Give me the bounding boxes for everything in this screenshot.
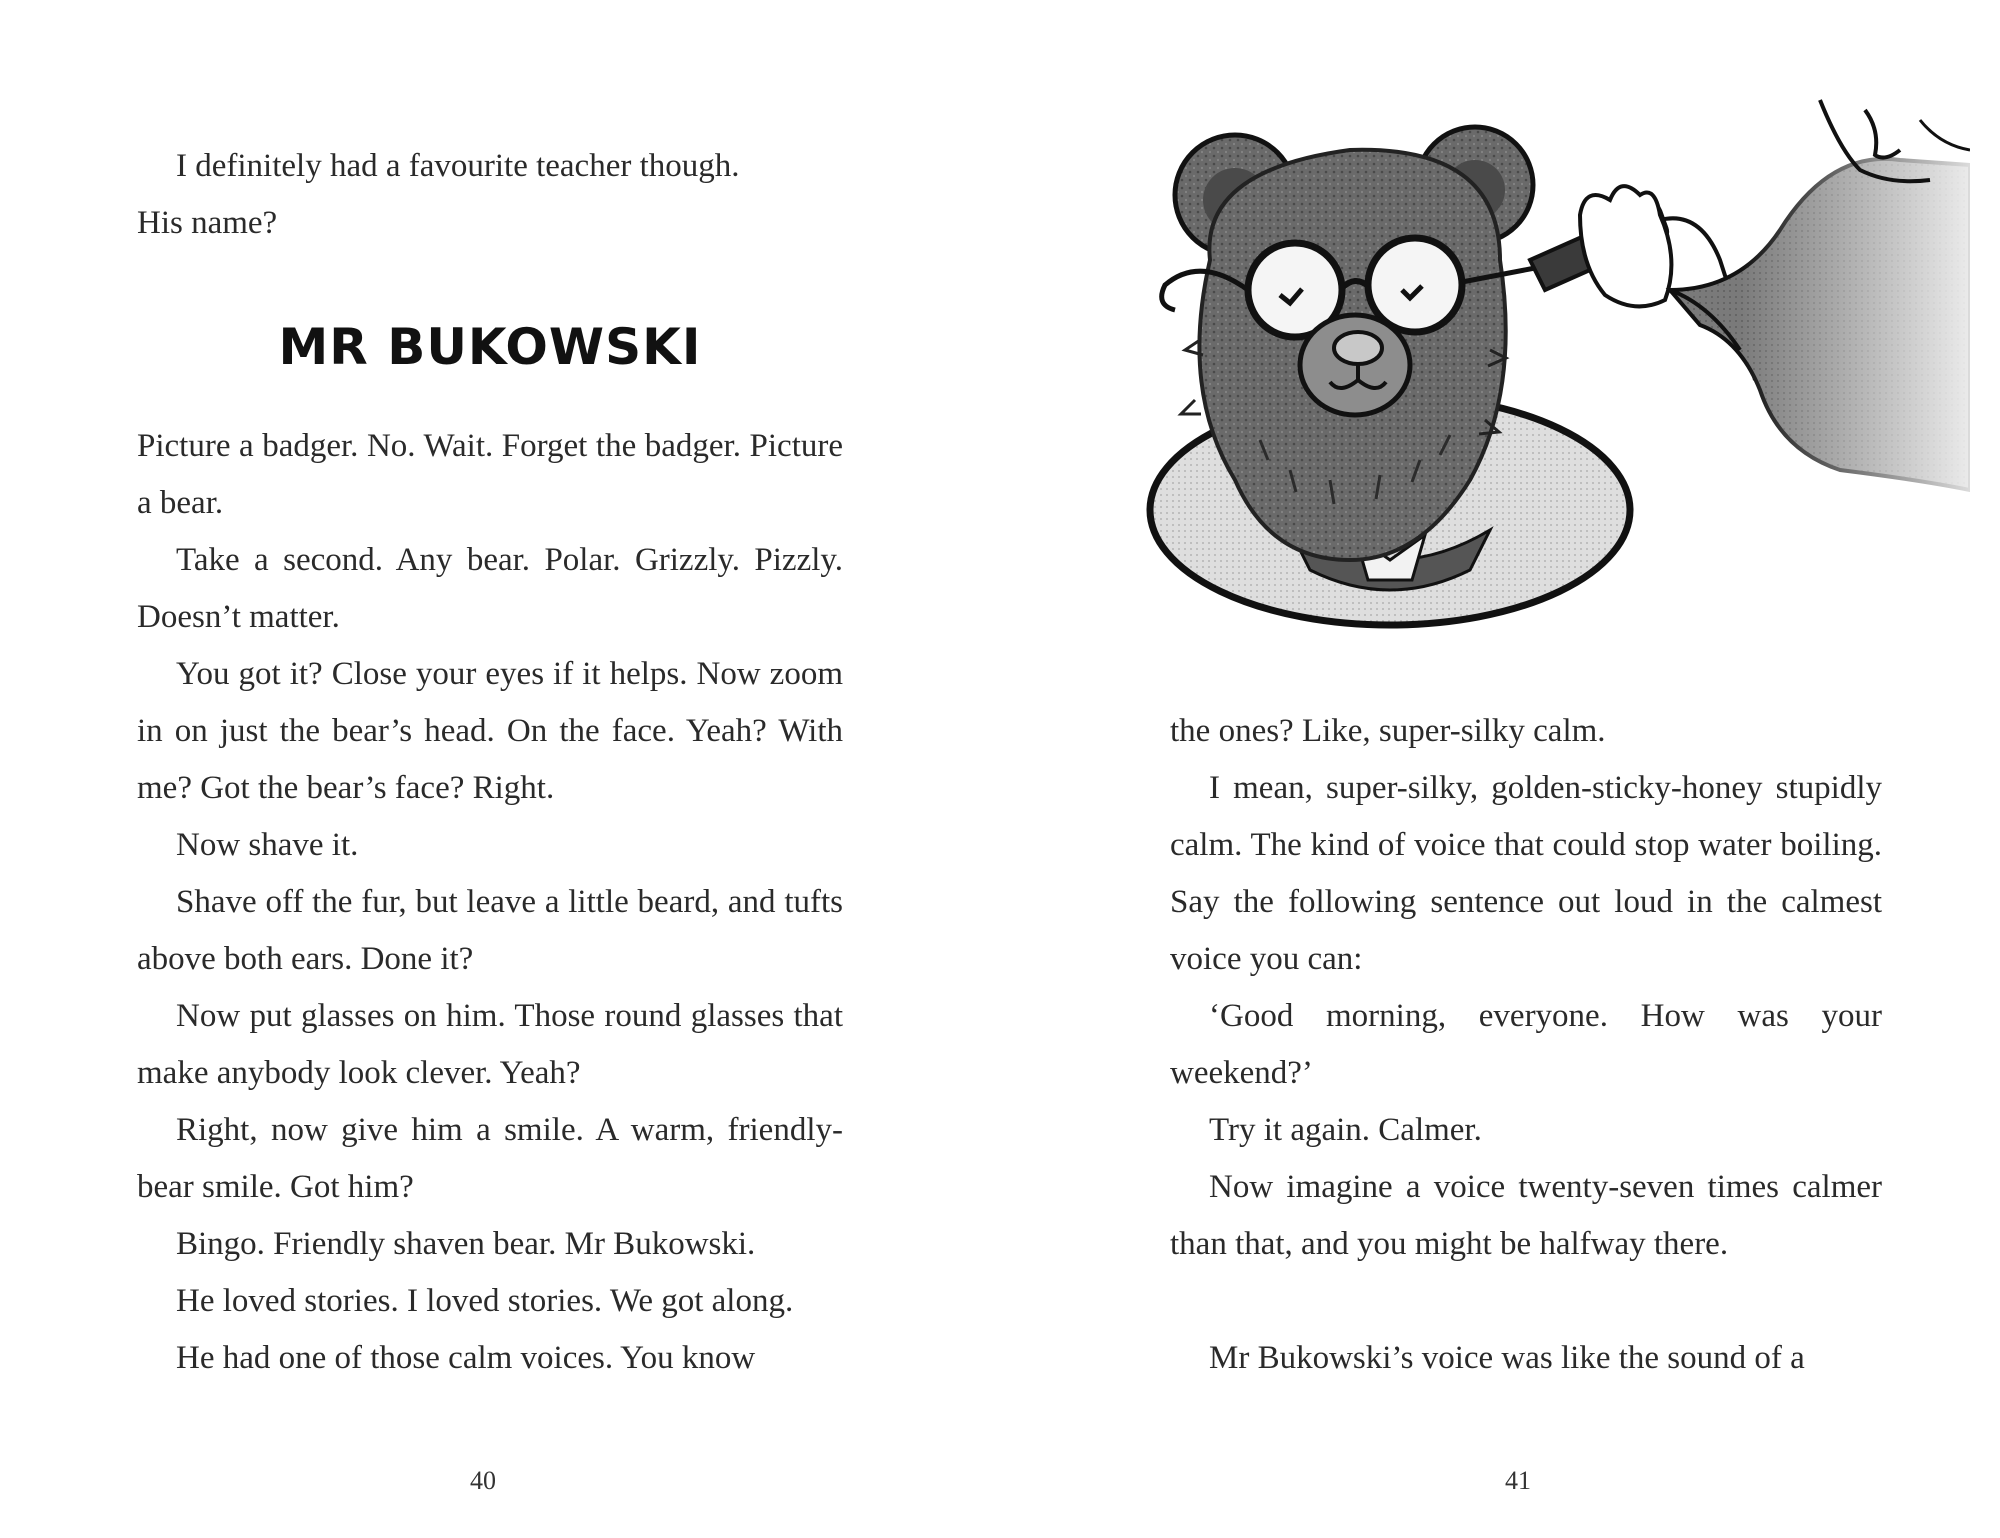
- paragraph: Take a second. Any bear. Polar. Grizzly. Pizzly. Doesn’t matter.: [137, 542, 843, 635]
- paragraph: Picture a badger. No. Wait. Forget the badger. Picture a bear.: [137, 428, 843, 521]
- paragraph: You got it? Close your eyes if it helps. Now zoom in on just the bear’s head. On the face. Yeah? With me? Got the bear’s face? Right.: [137, 656, 843, 806]
- chapter-heading: MR BUKOWSKI: [278, 318, 702, 376]
- paragraph: ‘Good morning, everyone. How was your weekend?’: [1170, 998, 1882, 1091]
- paragraph: Now imagine a voice twenty-seven times calmer than that, and you might be halfway there.: [1170, 1169, 1882, 1262]
- paragraph: Now shave it.: [176, 827, 359, 863]
- bear-teacher-illustration: [1140, 90, 1970, 650]
- right-page: [1000, 0, 2000, 1538]
- paragraph: Right, now give him a smile. A warm, friendly-bear smile. Got him?: [137, 1112, 843, 1205]
- paragraph: Bingo. Friendly shaven bear. Mr Bukowski.: [176, 1226, 756, 1262]
- paragraph: I mean, super-silky, golden-sticky-honey stupidly calm. The kind of voice that could stop water boiling. Say the following sentence out loud in the calmest voice you can:: [1170, 770, 1882, 977]
- intro-line-1: I definitely had a favourite teacher though.: [176, 148, 740, 184]
- paragraph: Try it again. Calmer.: [1209, 1112, 1482, 1148]
- paragraph: He had one of those calm voices. You know: [176, 1340, 756, 1376]
- paragraph: He loved stories. I loved stories. We got along.: [176, 1283, 794, 1319]
- page-number: 40: [470, 1466, 496, 1495]
- paragraph: the ones? Like, super-silky calm.: [1170, 713, 1606, 749]
- paragraph: Now put glasses on him. Those round glasses that make anybody look clever. Yeah?: [137, 998, 843, 1091]
- paragraph: Shave off the fur, but leave a little beard, and tufts above both ears. Done it?: [137, 884, 843, 977]
- intro-line-2: His name?: [137, 205, 278, 241]
- page-number: 41: [1505, 1466, 1531, 1495]
- paragraph: Mr Bukowski’s voice was like the sound of a: [1209, 1340, 1805, 1376]
